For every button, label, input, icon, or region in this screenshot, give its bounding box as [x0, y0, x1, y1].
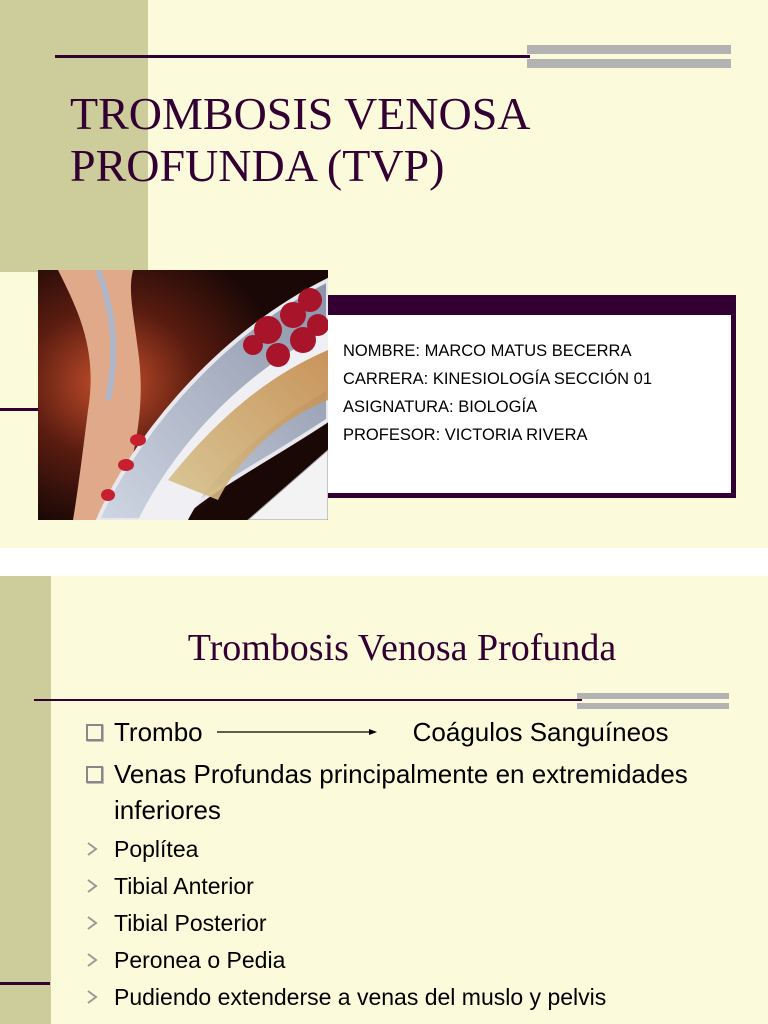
- gray-accent-bar-lower: [577, 703, 729, 709]
- student-info-list: [343, 337, 652, 449]
- sub-bullet-text: Tibial Anterior: [114, 873, 254, 899]
- left-rule: [0, 408, 40, 411]
- slide-content: [0, 576, 768, 1024]
- bullet-list: [84, 714, 764, 1019]
- sub-bullet-text: Tibial Posterior: [114, 910, 267, 936]
- gray-accent-bar-lower: [527, 59, 731, 68]
- slide-title-text: Trombosis Venosa Profunda: [187, 627, 617, 669]
- chevron-right-icon: [84, 839, 102, 859]
- list-item: [84, 871, 764, 901]
- info-career: CARRERA: KINESIOLOGÍA SECCIÓN 01: [343, 370, 653, 388]
- slide-title-text: [70, 88, 531, 192]
- bullet-text: Venas Profundas principalmente en extremidades inferiores: [114, 759, 688, 825]
- gray-accent-bar: [527, 45, 731, 54]
- chevron-right-icon: [84, 913, 102, 933]
- title-line: PROFUNDA (TVP): [70, 140, 445, 191]
- title-rule: [55, 55, 530, 58]
- list-item: [84, 945, 764, 975]
- gray-accent-bar: [577, 693, 729, 699]
- sub-bullet-text: Pudiendo extenderse a venas del muslo y pelvis: [114, 984, 607, 1010]
- student-info-box: [328, 295, 736, 498]
- info-subject: ASIGNATURA: BIOLOGÍA: [343, 398, 538, 416]
- title-rule: [34, 699, 582, 701]
- chevron-right-icon: [84, 950, 102, 970]
- square-bullet-icon: [86, 766, 103, 783]
- chevron-right-icon: [84, 876, 102, 896]
- list-item: [84, 908, 764, 938]
- list-item: [84, 982, 764, 1012]
- info-name: NOMBRE: MARCO MATUS BECERRA: [343, 342, 632, 360]
- info-professor: PROFESOR: VICTORIA RIVERA: [343, 426, 588, 444]
- sub-bullet-text: Peronea o Pedia: [114, 947, 286, 973]
- title-line: TROMBOSIS VENOSA: [70, 88, 531, 139]
- list-item: [84, 756, 764, 828]
- list-item: [84, 834, 764, 864]
- thrombosis-illustration: [38, 270, 328, 520]
- square-bullet-icon: [86, 724, 103, 741]
- left-rule: [0, 982, 50, 985]
- bullet-term: Trombo: [114, 717, 203, 747]
- right-arrow-icon: [217, 726, 377, 738]
- list-item: [84, 714, 764, 750]
- bullet-definition: Coágulos Sanguíneos: [412, 717, 669, 747]
- sub-bullet-text: Poplítea: [114, 836, 199, 862]
- chevron-right-icon: [84, 987, 102, 1007]
